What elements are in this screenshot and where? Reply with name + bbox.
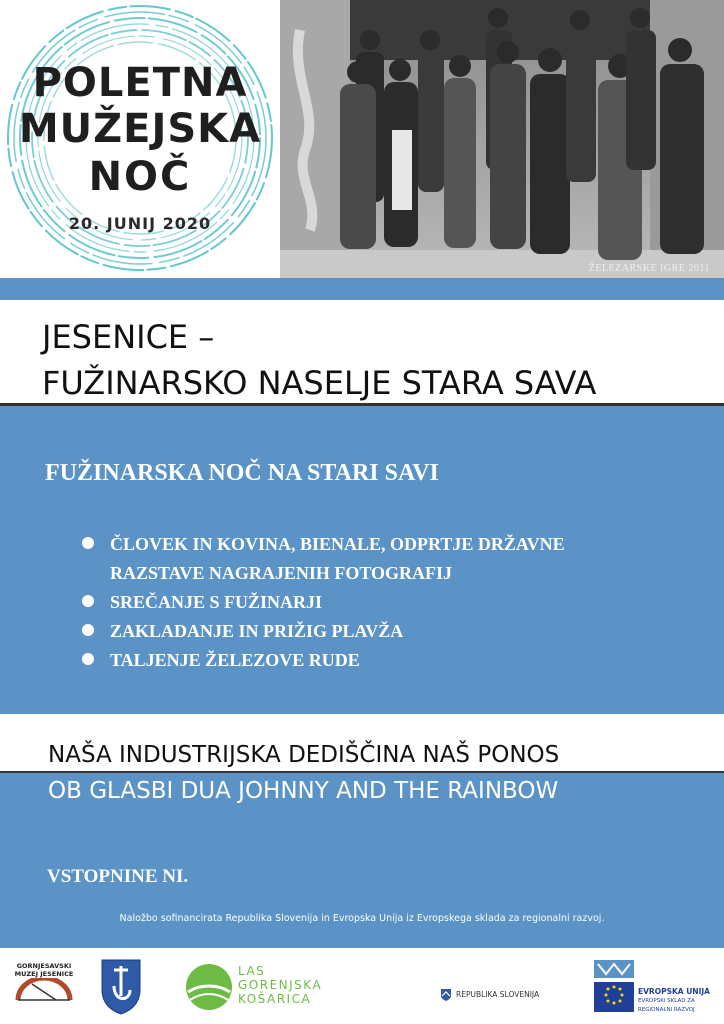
program-list	[82, 530, 702, 675]
list-item-text: SREČANJE S FUŽINARJI	[110, 592, 323, 612]
group-photo-image	[280, 0, 724, 278]
eu-line-1: EVROPSKA UNIJA	[638, 987, 710, 996]
museum-name-line-2: MUZEJ JESENICE	[14, 970, 74, 978]
bullet-icon	[82, 624, 94, 636]
header-blue-stripe	[0, 278, 724, 300]
list-item-text: ZAKLADANJE IN PRIŽIG PLAVŽA	[110, 621, 404, 641]
las-leaf-icon	[184, 962, 234, 1012]
logo-line-2: MUŽEJSKA	[18, 106, 262, 152]
las-gorenjska-kosarica-logo	[184, 962, 334, 1012]
bullet-icon	[82, 595, 94, 607]
jesenice-coat-of-arms-icon	[100, 956, 142, 1016]
program-title: FUŽINARSKA NOČ NA STARI SAVI	[45, 460, 439, 486]
logo-line-3: NOČ	[88, 154, 192, 200]
list-item-text: ČLOVEK IN KOVINA, BIENALE, ODPRTJE DRŽAVNE	[110, 534, 565, 554]
museum-emblem-icon	[12, 978, 76, 1012]
entry-note: VSTOPNINE NI.	[47, 866, 189, 887]
list-item	[82, 617, 702, 646]
bullet-icon	[82, 537, 94, 549]
group-photo	[280, 0, 724, 278]
list-item-text-continued: RAZSTAVE NAGRAJENIH FOTOGRAFIJ	[110, 563, 453, 583]
museum-logo	[12, 962, 76, 1014]
bullet-icon	[82, 653, 94, 665]
slogan-line-2: OB GLASBI DUA JOHNNY AND THE RAINBOW	[48, 778, 559, 804]
funding-note: Naložbo sofinancirata Republika Slovenija in Evropska Unija iz Evropskega sklada za regionalni razvoj.	[119, 913, 605, 924]
event-logo	[0, 0, 280, 280]
eu-logo	[594, 960, 718, 1016]
slovenia-shield-icon	[440, 988, 452, 1002]
museum-name-line-1: GORNJESAVSKI	[16, 962, 72, 970]
list-item	[82, 646, 702, 675]
las-line-1: LAS	[238, 964, 266, 978]
slogan-line-1: NAŠA INDUSTRIJSKA DEDIŠČINA NAŠ PONOS	[48, 742, 560, 768]
las-line-2: GORENJSKA	[238, 978, 323, 992]
list-item	[82, 530, 702, 588]
heading-line-1: JESENICE –	[42, 318, 215, 356]
republika-slovenija-logo	[440, 988, 560, 1008]
eu-line-3: REGIONALNI RAZVOJ	[638, 1007, 695, 1013]
las-line-3: KOŠARICA	[238, 992, 312, 1006]
heading-line-2: FUŽINARSKO NASELJE STARA SAVA	[42, 364, 597, 402]
logo-line-1: POLETNA	[32, 60, 248, 106]
footer-logos	[0, 948, 724, 1024]
eu-line-2: EVROPSKI SKLAD ZA	[638, 998, 695, 1004]
photo-caption: ŽELEZARSKE IGRE 2011	[588, 263, 710, 274]
eu-flag-icon	[594, 960, 634, 1016]
event-date: 20. JUNIJ 2020	[68, 214, 212, 233]
list-item	[82, 588, 702, 617]
republika-slovenija-label: REPUBLIKA SLOVENIJA	[456, 990, 540, 999]
list-item-text: TALJENJE ŽELEZOVE RUDE	[110, 650, 360, 670]
